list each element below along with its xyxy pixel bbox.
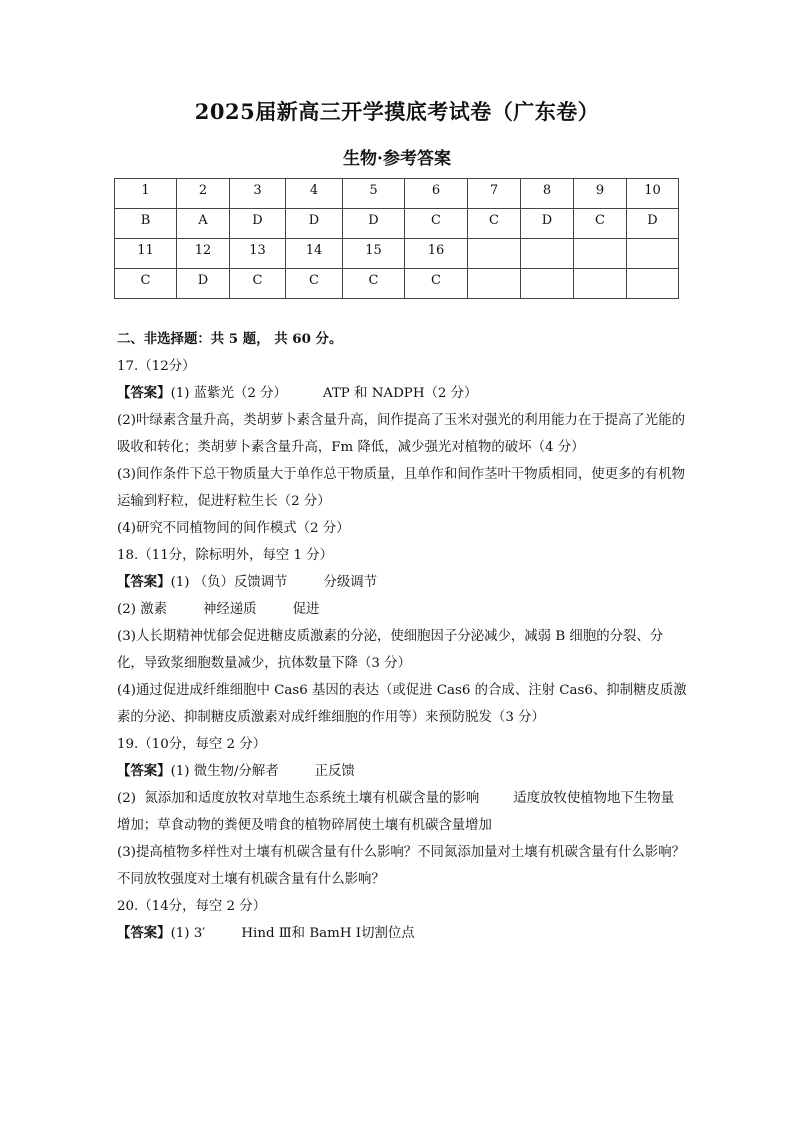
table-cell: D (230, 209, 286, 239)
table-cell: D (521, 209, 574, 239)
q19-answer-1a: (1) 微生物/分解者 (170, 764, 279, 779)
table-cell: A (177, 209, 230, 239)
page-title: 2025届新高三开学摸底考试卷（广东卷） (194, 99, 600, 124)
table-cell: 14 (286, 239, 343, 269)
q17-answer-2: (2)叶绿素含量升高，类胡萝卜素含量升高，间作提高了玉米对强光的利用能力在于提高了光能的吸收和转化；类胡萝卜素含量升高，Fm 降低，减少强光对植物的破坏（4 分） (117, 413, 685, 455)
q20-answer-1a: (1) 3′ (170, 926, 206, 941)
answer-label: 【答案】 (117, 925, 171, 941)
table-cell: 16 (405, 239, 468, 269)
table-cell: 10 (627, 179, 679, 209)
q20-heading: 20.（14分，每空 2 分） (117, 899, 267, 914)
table-cell: 13 (230, 239, 286, 269)
table-cell: D (286, 209, 343, 239)
table-cell (574, 239, 627, 269)
q17-answer-3: (3)间作条件下总干物质量大于单作总干物质量，且单作和间作茎叶干物质相同，使更多的有机物运输到籽粒，促进籽粒生长（2 分） (117, 467, 685, 509)
answer-label: 【答案】 (117, 385, 171, 401)
table-cell (468, 239, 521, 269)
table-cell: 2 (177, 179, 230, 209)
answer-label: 【答案】 (117, 574, 171, 590)
q19-answer-3: (3)提高植物多样性对土壤有机碳含量有什么影响？不同氮添加量对土壤有机碳含量有什么影响？不同放牧强度对土壤有机碳含量有什么影响？ (117, 845, 685, 887)
table-cell: D (177, 269, 230, 299)
q17-answer-4: (4)研究不同植物间的间作模式（2 分） (117, 521, 350, 536)
table-cell: 7 (468, 179, 521, 209)
page-subtitle: 生物·参考答案 (343, 149, 451, 169)
table-cell: C (115, 269, 177, 299)
table-row (115, 239, 679, 269)
section-heading: 二、非选择题：共 5 题， 共 60 分。 (117, 331, 343, 347)
q18-heading: 18.（11分，除标明外，每空 1 分） (117, 548, 334, 563)
table-cell (627, 269, 679, 299)
table-cell: 11 (115, 239, 177, 269)
q17-heading: 17.（12分） (117, 359, 196, 374)
answer-table-body (115, 179, 679, 299)
table-cell: C (468, 209, 521, 239)
table-cell: C (230, 269, 286, 299)
table-cell: 5 (343, 179, 405, 209)
q18-answer-4: (4)通过促进成纤维细胞中 Cas6 基因的表达（或促进 Cas6 的合成、注射 Cas6、抑制糖皮质激素的分泌、抑制糖皮质激素对成纤维细胞的作用等）来预防脱发（3 分） (117, 683, 687, 725)
table-cell: B (115, 209, 177, 239)
table-cell: 15 (343, 239, 405, 269)
answers-content (117, 326, 687, 947)
table-row (115, 179, 679, 209)
table-cell: 9 (574, 179, 627, 209)
table-cell: 8 (521, 179, 574, 209)
table-cell: 12 (177, 239, 230, 269)
table-cell: 6 (405, 179, 468, 209)
q19-answer-1b: 正反馈 (314, 764, 355, 779)
q19-answer-2: (2) 氮添加和适度放牧对草地生态系统土壤有机碳含量的影响 适度放牧使植物地下生物量增加；草食动物的粪便及啃食的植物碎屑使土壤有机碳含量增加 (117, 791, 674, 833)
q18-answer-1b: 分级调节 (323, 575, 378, 590)
table-cell (521, 269, 574, 299)
q17-answer-1a: (1) 蓝紫光（2 分） (170, 386, 287, 401)
q18-answer-2b: 神经递质 (203, 602, 257, 617)
table-cell: C (574, 209, 627, 239)
table-cell: C (405, 209, 468, 239)
q18-answer-3: (3)人长期精神忧郁会促进糖皮质激素的分泌，使细胞因子分泌减少，减弱 B 细胞的分裂、分化，导致浆细胞数量减少，抗体数量下降（3 分） (117, 629, 664, 671)
answer-table (114, 178, 679, 299)
answer-label: 【答案】 (117, 763, 171, 779)
table-cell: 4 (286, 179, 343, 209)
table-cell (627, 239, 679, 269)
q19-heading: 19.（10分，每空 2 分） (117, 737, 267, 752)
table-cell (468, 269, 521, 299)
q18-answer-2c: 促进 (292, 602, 320, 617)
table-cell: 1 (115, 179, 177, 209)
table-row (115, 269, 679, 299)
table-cell: 3 (230, 179, 286, 209)
table-cell: D (627, 209, 679, 239)
table-cell (574, 269, 627, 299)
table-cell: C (343, 269, 405, 299)
q18-answer-2a: (2) 激素 (117, 602, 168, 617)
q17-answer-1b: ATP 和 NADPH（2 分） (322, 386, 478, 401)
table-row (115, 209, 679, 239)
q18-answer-1a: (1) （负）反馈调节 (170, 575, 288, 590)
table-cell: C (286, 269, 343, 299)
q20-answer-1b: Hind Ⅲ和 BamH Ⅰ切割位点 (241, 926, 415, 941)
table-cell: C (405, 269, 468, 299)
table-cell (521, 239, 574, 269)
table-cell: D (343, 209, 405, 239)
